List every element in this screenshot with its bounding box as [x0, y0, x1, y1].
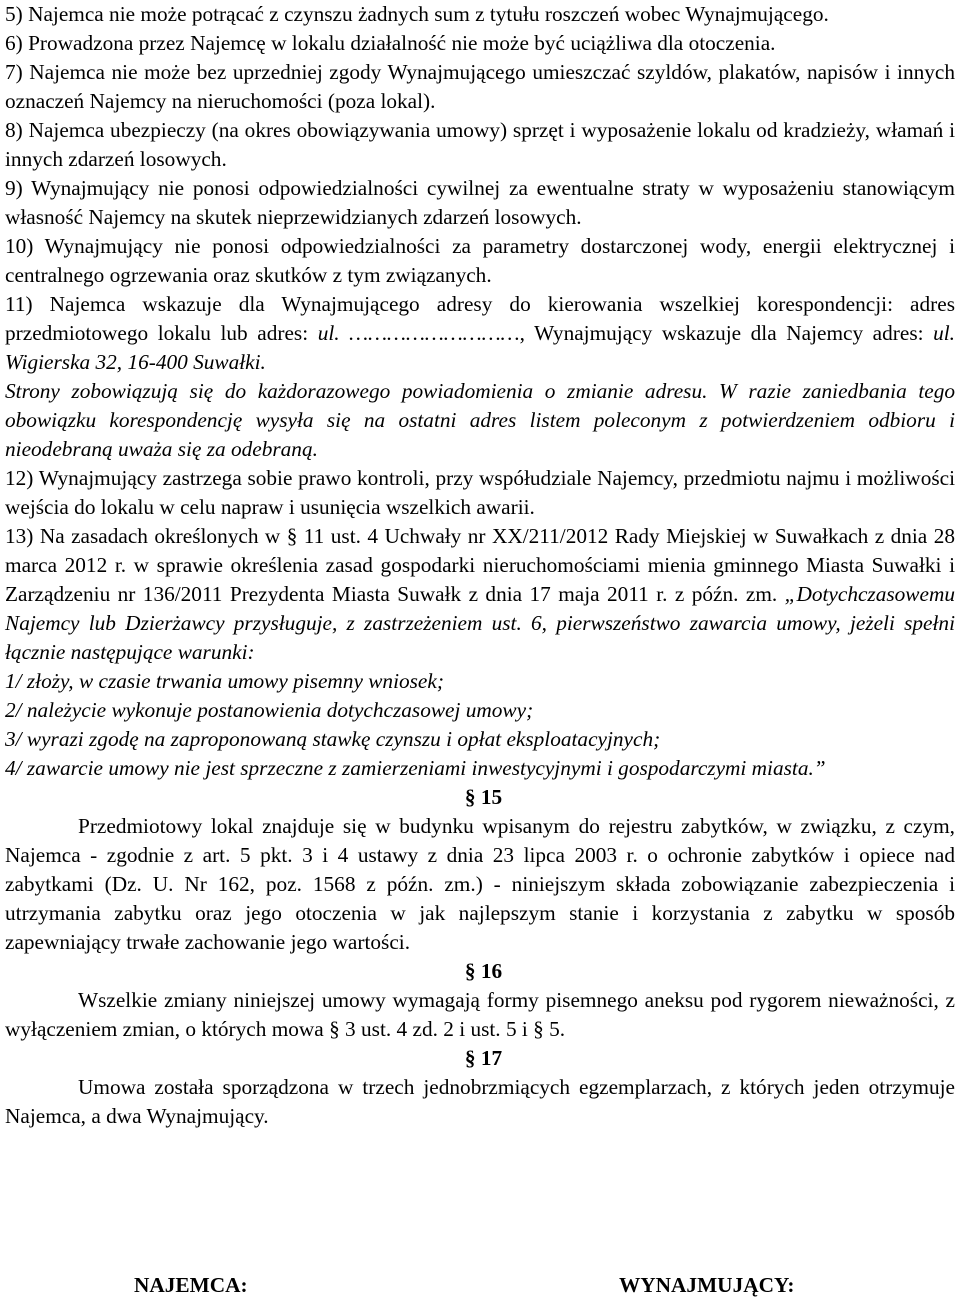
section-15-text: Przedmiotowy lokal znajduje się w budynku wpisanym do rejestru zabytków, w związku, z czym, Najemca - zgodnie z art. 5 pkt. 3 i 4 ustawy z dnia 23 lipca 2003 r. o ochronie zabytków i opiece nad zabytkami (Dz. U. Nr 162, poz. 1568 z późn. zm.) - niniejszym składa zobowiązanie zabezpieczenia i utrzymania zabytku oraz jego otoczenia w jak najlepszym stanie i korzystania z zabytku w sposób zapewniający trwałe zachowanie jego wartości.: [5, 814, 955, 954]
clause-11-landlord-address: ul. Wigierska 32, 16-400 Suwałki.: [5, 321, 955, 374]
clause-13: [5, 522, 955, 667]
clause-13-condition-2: 2/ należycie wykonuje postanowienia dotychczasowej umowy;: [5, 698, 534, 722]
clause-11-notice: Strony zobowiązują się do każdorazowego powiadomienia o zmianie adresu. W razie zaniedbania tego obowiązku korespondencję wysyła się na ostatni adres listem poleconym z potwierdzeniem odbioru i nieodebraną uważa się za odebraną.: [5, 379, 955, 461]
clause-6: 6) Prowadzona przez Najemcę w lokalu działalność nie może być uciążliwa dla otoczenia.: [5, 31, 776, 55]
clause-13-quote: „Dotychczasowemu Najemcy lub Dzierżawcy przysługuje, z zastrzeżeniem ust. 6, pierwszeństwo zawarcia umowy, jeżeli spełni łącznie następujące warunki:: [5, 582, 955, 664]
section-17-text: Umowa została sporządzona w trzech jednobrzmiących egzemplarzach, z których jeden otrzymuje Najemca, a dwa Wynajmujący.: [5, 1075, 955, 1128]
section-16-heading: § 16: [464, 959, 503, 983]
section-17-heading: § 17: [464, 1046, 503, 1070]
clause-9: 9) Wynajmujący nie ponosi odpowiedzialności cywilnej za ewentualne straty w wyposażeniu stanowiącym własność Najemcy na skutek nieprzewidzianych zdarzeń losowych.: [5, 176, 955, 229]
clause-8: 8) Najemca ubezpieczy (na okres obowiązywania umowy) sprzęt i wyposażenie lokalu od kradzieży, włamań i innych zdarzeń losowych.: [5, 118, 955, 171]
clause-5: 5) Najemca nie może potrącać z czynszu żadnych sum z tytułu roszczeń wobec Wynajmującego.: [5, 2, 829, 26]
clause-11: [5, 290, 955, 377]
section-16-text: Wszelkie zmiany niniejszej umowy wymagają formy pisemnego aneksu pod rygorem nieważności, z wyłączeniem zmian, o których mowa § 3 ust. 4 zd. 2 i ust. 5 i § 5.: [5, 988, 955, 1041]
clause-13-text: 13) Na zasadach określonych w § 11 ust. 4 Uchwały nr XX/211/2012 Rady Miejskiej w Suwałkach z dnia 28 marca 2012 r. w sprawie określenia zasad gospodarki nieruchomościami mienia gminnego Miasta Suwałki i Zarządzeniu nr 136/2011 Prezydenta Miasta Suwałk z dnia 17 maja 2011 r. z późn. zm.: [5, 524, 955, 606]
section-15-heading: § 15: [464, 785, 503, 809]
clause-12: 12) Wynajmujący zastrzega sobie prawo kontroli, przy współudziale Najemcy, przedmiotu najmu i możliwości wejścia do lokalu w celu napraw i usunięcia wszelkich awarii.: [5, 466, 955, 519]
clause-7: 7) Najemca nie może bez uprzedniej zgody Wynajmującego umieszczać szyldów, plakatów, napisów i innych oznaczeń Najemcy na nieruchomości (poza lokal).: [5, 60, 955, 113]
landlord-signature-label: WYNAJMUJĄCY:: [619, 1273, 795, 1297]
tenant-signature-label: NAJEMCA:: [134, 1273, 248, 1297]
clause-13-condition-4: 4/ zawarcie umowy nie jest sprzeczne z zamierzeniami inwestycyjnymi i gospodarczymi miasta.”: [5, 756, 826, 780]
clause-13-condition-1: 1/ złoży, w czasie trwania umowy pisemny wniosek;: [5, 669, 444, 693]
clause-11-blank-address: ul. ………………………: [317, 321, 520, 345]
clause-11-text: 11) Najemca wskazuje dla Wynajmującego adresy do kierowania wszelkiej korespondencji: adres przedmiotowego lokalu lub adres:: [5, 292, 955, 345]
clause-13-condition-3: 3/ wyrazi zgodę na zaproponowaną stawkę czynszu i opłat eksploatacyjnych;: [5, 727, 661, 751]
clause-10: 10) Wynajmujący nie ponosi odpowiedzialności za parametry dostarczonej wody, energii elektrycznej i centralnego ogrzewania oraz skutków z tym związanych.: [5, 234, 955, 287]
clause-11-text-2: , Wynajmujący wskazuje dla Najemcy adres:: [519, 321, 934, 345]
